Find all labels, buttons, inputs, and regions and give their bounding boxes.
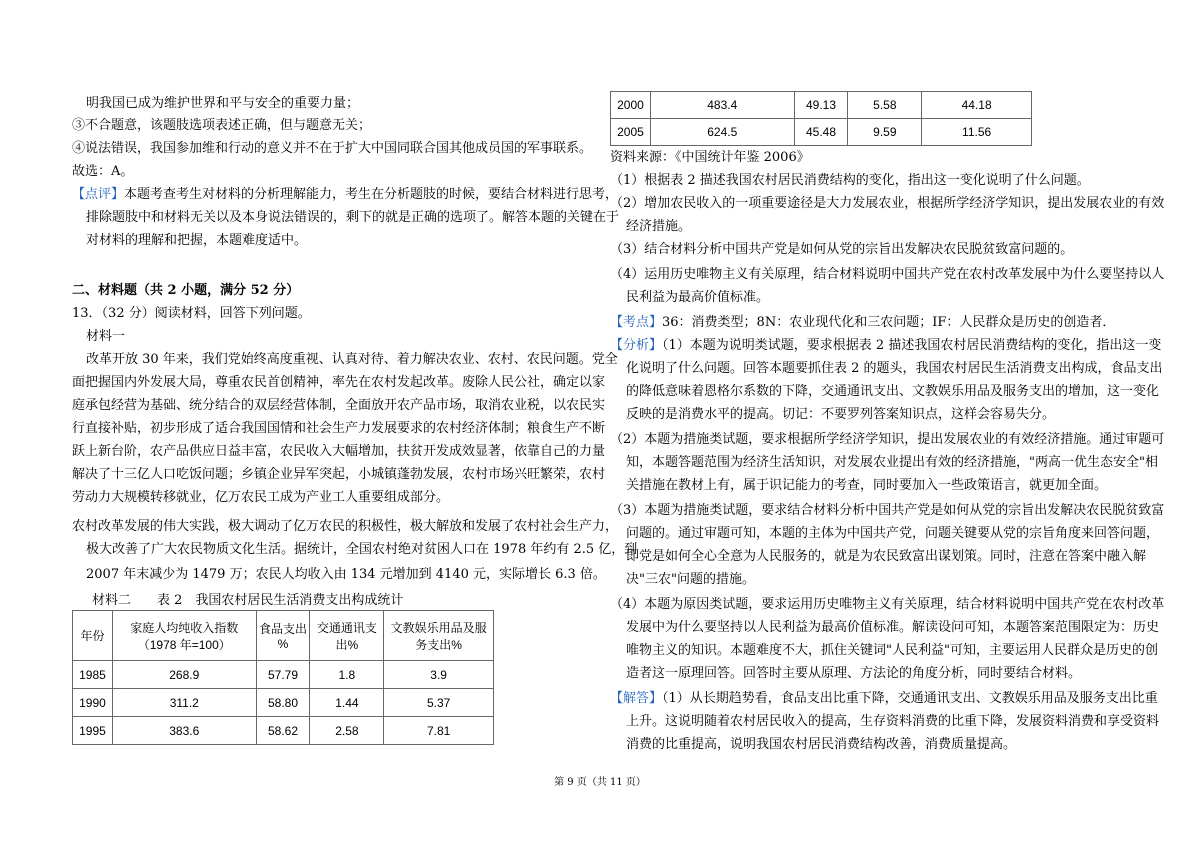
analysis-line: 关措施在教材上有，属于识记能力的考查，同时要加入一些政策语言，就更加全面。: [626, 478, 1108, 493]
header-transport: 交通通讯支 出%: [310, 611, 384, 661]
cell-food: 58.80: [256, 689, 310, 717]
cell-transport: 5.58: [848, 92, 922, 119]
cell-culture: 11.56: [922, 119, 1032, 146]
material-line: 庭承包经营为基础、统分结合的双层经营体制，全面放开农产品市场，取消农业税，以农民实: [72, 398, 606, 413]
material-line: 2007 年末减少为 1479 万；农民人均收入由 134 元增加到 4140 元，实际增长 6.3 倍。: [86, 567, 606, 582]
comment-line: 对材料的理解和把握，本题难度适中。: [86, 233, 308, 248]
cell-food: 45.48: [794, 119, 848, 146]
cell-year: 2005: [611, 119, 651, 146]
analysis-line: 发展中为什么要坚持以人民利益为最高价值标准。解读设问可知，本题答案范围限定为：历史: [626, 620, 1160, 635]
header-year: 年份: [73, 611, 113, 661]
text-line: 明我国已成为维护世界和平与安全的重要力量；: [86, 96, 360, 111]
analysis-line: 决"三农"问题的措施。: [626, 572, 755, 587]
cell-year: 2000: [611, 92, 651, 119]
cell-food: 49.13: [794, 92, 848, 119]
consumption-table-part1: [72, 610, 494, 745]
analysis-tag: 【分析】: [610, 338, 663, 353]
material-line: 行直接补贴，初步形成了适合我国国情和社会生产力发展要求的农村经济体制；粮食生产不断: [72, 421, 606, 436]
analysis-text: （1）本题为说明类试题，要求根据表 2 描述我国农村居民消费结构的变化，指出这一变: [662, 338, 1162, 353]
cell-culture: 3.9: [384, 661, 494, 689]
material-line: 解决了十三亿人口吃饭问题；乡镇企业异军突起，小城镇蓬勃发展，农村市场兴旺繁荣，农村: [72, 467, 606, 482]
question-4: （4）运用历史唯物主义有关原理，结合材料说明中国共产党在农村改革发展中为什么要坚持以人: [610, 267, 1165, 282]
cell-transport: 9.59: [848, 119, 922, 146]
cell-income: 483.4: [650, 92, 794, 119]
material-1-title: 材料一: [86, 329, 126, 344]
answer-tag: 【解答】: [610, 691, 663, 706]
table-row: [73, 689, 494, 717]
header-food: 食品支出 %: [256, 611, 310, 661]
analysis-line: 造者这一原理回答。回答时主要从原理、方法论的角度分析，同时要结合材料。: [626, 666, 1082, 681]
material-line: 劳动力大规模转移就业，亿万农民工成为产业工人重要组成部分。: [72, 490, 450, 505]
question-1: （1）根据表 2 描述我国农村居民消费结构的变化，指出这一变化说明了什么问题。: [610, 173, 1090, 188]
page-footer: 第 9 页（共 11 页）: [554, 777, 646, 788]
kaodian-tag: 【考点】: [610, 315, 663, 330]
cell-income: 383.6: [112, 717, 256, 745]
analysis-line: 化说明了什么问题。回答本题要抓住表 2 的题头，我国农村居民生活消费支出构成，食品支出: [626, 361, 1163, 376]
material-line: 极大改善了广大农民物质文化生活。据统计，全国农村绝对贫困人口在 1978 年约有 2.5 亿，到: [86, 542, 638, 557]
header-culture: 文教娱乐用品及服 务支出%: [384, 611, 494, 661]
section-title: 二、材料题（共 2 小题，满分 52 分）: [72, 283, 300, 298]
table-row: [73, 717, 494, 745]
answer-text: （1）从长期趋势看，食品支出比重下降，交通通讯支出、文教娱乐用品及服务支出比重: [662, 691, 1158, 706]
kaodian-text: 36：消费类型；8N：农业现代化和三农问题；IF：人民群众是历史的创造者．: [662, 315, 1116, 330]
question-4-cont: 民利益为最高价值标准。: [626, 290, 770, 305]
cell-transport: 2.58: [310, 717, 384, 745]
cell-food: 58.62: [256, 717, 310, 745]
analysis-line: （3）本题为措施类试题，要求结合材料分析中国共产党是如何从党的宗旨出发解决农民脱贫致富: [610, 503, 1165, 518]
kaodian-line: [610, 315, 1115, 331]
analysis-line: [610, 338, 1161, 354]
table-caption: 材料二 表 2 我国农村居民生活消费支出构成统计: [92, 593, 404, 608]
table-row: [611, 119, 1032, 146]
cell-year: 1990: [73, 689, 113, 717]
cell-food: 57.79: [256, 661, 310, 689]
material-line: 面把握国内外发展大局，尊重农民首创精神，率先在农村发起改革。废除人民公社，确定以家: [72, 375, 606, 390]
comment-line: [72, 187, 618, 203]
analysis-line: 唯物主义的知识。本题难度不大，抓住关键词"人民利益"可知，主要运用人民群众是历史的创: [626, 643, 1158, 658]
analysis-line: 知，本题答题范围为经济生活知识，对发展农业提出有效的经济措施，"两高一优生态安全"相: [626, 455, 1158, 470]
answer-line: 消费的比重提高，说明我国农村居民消费结构改善，消费质量提高。: [626, 737, 1017, 752]
cell-year: 1995: [73, 717, 113, 745]
text-line: ④说法错误，我国参加维和行动的意义并不在于扩大中国同联合国其他成员国的军事联系。: [72, 141, 593, 156]
comment-tag: 【点评】: [72, 187, 125, 202]
text-line: 故选：A。: [72, 164, 134, 179]
cell-income: 311.2: [112, 689, 256, 717]
cell-transport: 1.8: [310, 661, 384, 689]
table-row: [73, 661, 494, 689]
answer-line: [610, 691, 1158, 707]
question-13: 13．（32 分）阅读材料，回答下列问题。: [72, 306, 311, 321]
cell-culture: 5.37: [384, 689, 494, 717]
cell-income: 624.5: [650, 119, 794, 146]
cell-year: 1985: [73, 661, 113, 689]
table-row: [611, 92, 1032, 119]
analysis-line: 问题的。通过审题可知，本题的主体为中国共产党，问题关键要从党的宗旨角度来回答问题，: [626, 526, 1160, 541]
material-line: 改革开放 30 年来，我们党始终高度重视、认真对待、着力解决农业、农村、农民问题。党全: [86, 352, 618, 367]
cell-income: 268.9: [112, 661, 256, 689]
cell-culture: 7.81: [384, 717, 494, 745]
answer-line: 上升。这说明随着农村居民收入的提高，生存资料消费的比重下降，发展资料消费和享受资料: [626, 714, 1160, 729]
cell-culture: 44.18: [922, 92, 1032, 119]
consumption-table-part2: [610, 91, 1032, 146]
material-line: 农村改革发展的伟大实践，极大调动了亿万农民的积极性，极大解放和发展了农村社会生产力，: [72, 519, 619, 534]
analysis-line: （4）本题为原因类试题，要求运用历史唯物主义有关原理，结合材料说明中国共产党在农村改革: [610, 597, 1165, 612]
question-2: （2）增加农民收入的一项重要途径是大力发展农业，根据所学经济学知识，提出发展农业的有效: [610, 196, 1165, 211]
header-income: 家庭人均纯收入指数 （1978 年=100）: [112, 611, 256, 661]
question-2-cont: 经济措施。: [626, 219, 692, 234]
table-header-row: [73, 611, 494, 661]
text-line: ③不合题意，该题肢选项表述正确，但与题意无关；: [72, 118, 372, 133]
question-3: （3）结合材料分析中国共产党是如何从党的宗旨出发解决农民脱贫致富问题的。: [610, 242, 1074, 257]
analysis-line: 即党是如何全心全意为人民服务的，就是为农民致富出谋划策。同时，注意在答案中融入解: [626, 549, 1147, 564]
analysis-line: 的降低意味着恩格尔系数的下降，交通通讯支出、文教娱乐用品及服务支出的增加，这一变化: [626, 384, 1160, 399]
source-note: 资料来源：《中国统计年鉴 2006》: [610, 150, 810, 165]
comment-line: 排除题肢中和材料无关以及本身说法错误的，剩下的就是正确的选项了。解答本题的关键在于: [86, 210, 620, 225]
comment-text: 本题考查考生对材料的分析理解能力，考生在分析题肢的时候，要结合材料进行思考，: [124, 187, 619, 202]
analysis-line: （2）本题为措施类试题，要求根据所学经济学知识，提出发展农业的有效经济措施。通过审题可: [610, 432, 1165, 447]
cell-transport: 1.44: [310, 689, 384, 717]
analysis-line: 反映的是消费水平的提高。切记：不要罗列答案知识点，这样会容易失分。: [626, 407, 1056, 422]
material-line: 跃上新台阶，农产品供应日益丰富，农民收入大幅增加，扶贫开发成效显著，依靠自己的力量: [72, 444, 606, 459]
